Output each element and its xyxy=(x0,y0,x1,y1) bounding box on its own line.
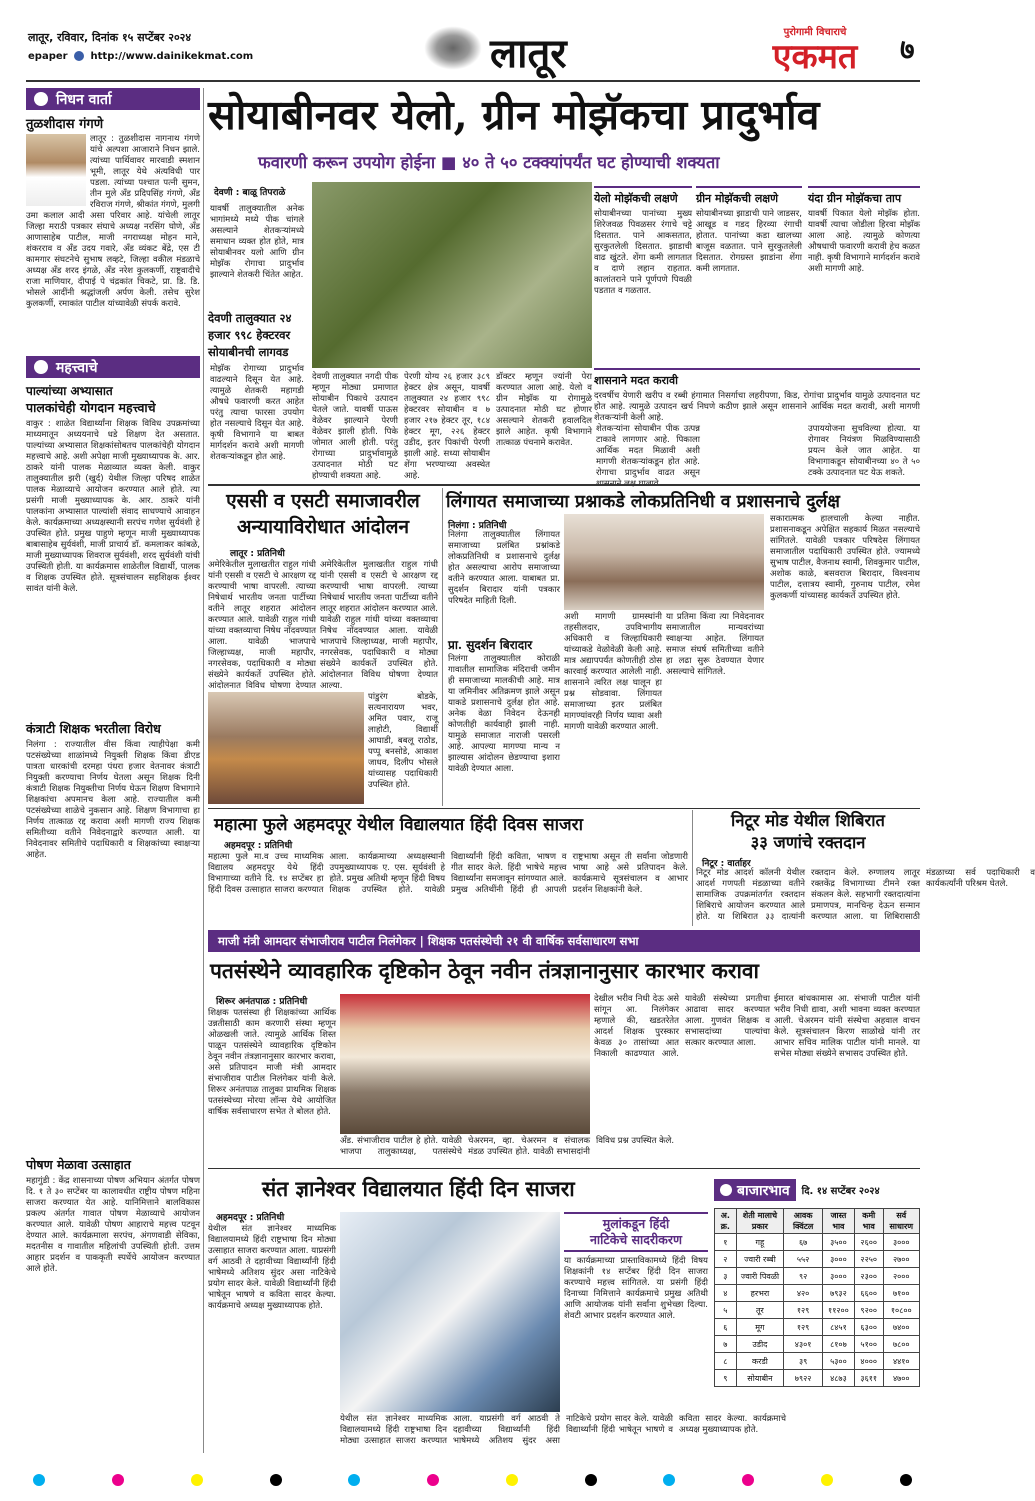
registration-mark xyxy=(900,1474,912,1486)
press-conference-photo xyxy=(564,514,764,610)
sc-headline xyxy=(208,488,438,540)
table-cell: ९ xyxy=(715,1370,737,1387)
article-text: निलंगा : राज्यातील वीस किंवा त्याहीपेक्षा कमी पटसंख्येच्या शाळांमध्ये नियुक्ती शिक्षक किंवा डीएड पात्रता धारकांची दरमहा पंधरा हजार वेतनावर कंत्राटी नियुक्ती करण्याचा निर्णय घेतला असून शिक्षक दिनी कंत्राटी शिक्षक नियुक्तीचा निर्णय घेऊन शिक्षण विभागाने शिक्षकांचा अपमानच केला आहे. राज्यातील कमी पटसंख्येच्या शाळेचे नुकसान आहे. शिक्षण विभागाचा हा निर्णय तात्काळ रद्द करावा अशी मागणी राज्य शिक्षक समितीच्या वतीने निवेदनाद्वारे करण्यात आली. या निवेदनावर समितीचे पदाधिकारी व शिक्षकांच्या स्वाक्षऱ्या आहेत. xyxy=(26,740,200,860)
sant-text: येथील संत ज्ञानेश्वर माध्यमिक विद्यालयामध्ये हिंदी राष्ट्रभाषा दिन मोठ्या उत्साहात साजरा करण्यात आला. याप्रसंगी वर्ग आठवी ते दहावीच्या विद्यार्थ्यांनी हिंदी भाषेमध्ये अतिशय सुंदर असा नाटिकेचे प्रयोग सादर केले. यावेळी विद्यार्थ्यांनी हिंदी भाषेतून भाषणे व कविता सादर केल्या. कार्यक्रमाचे अध्यक्ष मुख्याध्यापक होते. xyxy=(208,1224,336,1311)
table-cell: २२५० xyxy=(854,1251,883,1268)
column-divider xyxy=(692,810,693,926)
event-banner: माजी मंत्री आमदार संभाजीराव पाटील निलंगेकर | शिक्षक पतसंस्थेची २१ वी वार्षिक सर्वसाधारण सभा xyxy=(208,930,920,952)
box-title: यंदा ग्रीन मोझॅकचा ताप xyxy=(808,192,902,205)
table-cell: ५१०० xyxy=(854,1336,883,1353)
table-cell: ७९३२ xyxy=(822,1285,854,1302)
chevron-down-icon xyxy=(34,360,48,374)
registration-mark xyxy=(33,1474,45,1486)
brand-logo xyxy=(740,24,890,76)
market-title-wrap xyxy=(714,1179,796,1201)
patsanstha-headline: पतसंस्थेने व्यावहारिक दृष्टिकोन ठेवून नवीन तंत्रज्ञानानुसार कारभार करावा xyxy=(210,958,760,983)
table-cell: ७९२२ xyxy=(784,1370,823,1387)
table-cell: ३९ xyxy=(784,1353,823,1370)
callout-line: हजार ९९८ हेक्टरवर xyxy=(208,328,291,342)
table-cell: ६३०० xyxy=(854,1319,883,1336)
headline-line: ३३ जणांचे रक्तदान xyxy=(750,833,866,852)
epaper-line[interactable] xyxy=(28,51,253,62)
headline-line: अन्यायाविरोधात आंदोलन xyxy=(236,516,410,538)
table-cell: १२९ xyxy=(784,1319,823,1336)
table-cell: २७०० xyxy=(883,1251,919,1268)
article-headline: पालकांचेही योगदान महत्त्वाचे xyxy=(26,400,156,415)
patsanstha-text2: देखील भरीव निधी देऊ असे सांगून आ. निलंगेकर म्हणाले की, खडतरेतेत आदर्श शिक्षक पुरस्कार केवळ ३० तासांच्या आत निकाली काढण्यात आले. यावेळी संस्थेच्या प्रगतीचा आढावा सादर करण्यात आला. गुणवंत शिक्षक व सभासदांच्या पाल्यांचा सत्कार करण्यात आला. xyxy=(594,994,770,1059)
box-text: यावर्षी पिकात येलो मोझॅक होता. यावर्षी त्याचा जोडीला हिरवा मोझॅक आला आहे. त्यामुळे कोणत्या औषधाची फवारणी करावी हेच कळत नाही. कृषी विभागाने मार्गदर्शन करावे अशी मागणी आहे. xyxy=(808,209,920,274)
callout-line: सोयाबीनची लागवड xyxy=(208,345,289,359)
box-yellow-mosaic xyxy=(594,186,692,366)
table-cell: तूर xyxy=(736,1302,784,1319)
table-cell: ८४५१ xyxy=(822,1319,854,1336)
table-header-cell: शेती मालाचे प्रकार xyxy=(736,1209,784,1234)
phule-byline: अहमदपूर : प्रतिनिधी xyxy=(224,841,293,851)
table-cell: ७१०० xyxy=(883,1285,919,1302)
box-title: येलो मोझॅकची लक्षणे xyxy=(594,192,678,205)
lead-col1b: मोझॅक रोगाच्या प्रादुर्भाव वाढल्याने दिसून येत आहे. त्यामुळे शेतकरी महागडी औषधे फवारणी करत आहेत परंतु त्याचा फारसा उपयोग होत नसल्याचे दिसून येत आहे. कृषी विभागाने या बाबत मार्गदर्शन करावे अशी मागणी शेतकऱ्यांकडून होत आहे. xyxy=(210,364,304,462)
masthead xyxy=(0,0,945,84)
table-row xyxy=(715,1336,920,1353)
table-cell: ८१०७ xyxy=(822,1336,854,1353)
patsanstha-caption: अँड. संभाजीराव पाटील हे होते. यावेळी भाजपा तालुकाध्यक्ष, पतसंस्थेचे चेअरमन, व्हा. चेअरमन व संचालक मंडळ उपस्थित होते. यावेळी सभासदांनी विविध प्रश्न उपस्थित केले. xyxy=(340,1136,675,1157)
table-row xyxy=(715,1251,920,1268)
table-cell: ४८७३ xyxy=(822,1370,854,1387)
table-cell: ७४०० xyxy=(883,1319,919,1336)
table-cell: ४७०० xyxy=(883,1370,919,1387)
table-cell: ३००० xyxy=(822,1251,854,1268)
sidebar-divider xyxy=(203,88,204,1453)
table-cell: ४४१० xyxy=(883,1353,919,1370)
sant-byline: अहमदपूर : प्रतिनिधी xyxy=(216,1213,285,1223)
table-cell: ७ xyxy=(715,1336,737,1353)
sc-byline: लातूर : प्रतिनिधी xyxy=(230,549,285,559)
map-emblem-icon xyxy=(424,26,482,70)
registration-mark xyxy=(585,1474,597,1486)
table-cell: २६०० xyxy=(854,1234,883,1251)
table-cell: गहू xyxy=(736,1234,784,1251)
box-title: ग्रीन मोझॅकची लक्षणे xyxy=(696,192,779,205)
nitur-text: निटूर मोड आदर्श कॉलनी येथील आदर्श गणपती मंडळाच्या वतीने सामाजिक उपक्रमांतर्गत रक्तदान शिबिराचे आयोजन करण्यात आले होते. या शिबिरात ३३ दात्यांनी रक्तदान केले. रुग्णालय लातूर रक्तकेंद्र विभागाच्या टीमने रक्त संकलन केले. सहभागी रक्तदात्यांना प्रमाणपत्र, मानचिन्ह देऊन सन्मान करण्यात आला. या शिबिरासाठी मंडळाच्या सर्व पदाधिकारी व कार्यकर्त्यांनी परिश्रम घेतले. xyxy=(696,868,1035,922)
table-cell: १ xyxy=(715,1234,737,1251)
registration-mark xyxy=(427,1474,439,1486)
lingayat-subhead: प्रा. सुदर्शन बिरादार xyxy=(448,638,533,652)
school-photo xyxy=(340,1212,560,1412)
dateline: लातूर, रविवार, दिनांक १५ सप्टेंबर २०२४ xyxy=(28,31,192,44)
phule-headline: महात्मा फुले अहमदपूर येथील विद्यालयात हिंदी दिवस साजरा xyxy=(214,815,584,835)
lead-col2: देवणी तालुक्यात नगदी पीक म्हणून मोठ्या प्रमाणात सोयाबीन पिकाचे उत्पादन घेतले जाते. यावर्षी पाऊस वेळेवर झाल्याने पेरणी वेळेवर झाली होती. पिके जोमात आली होती. परंतु रोगाच्या प्रादुर्भावामुळे उत्पादनात मोठी घट होण्याची शक्यता आहे. xyxy=(312,372,398,481)
box-title-line: मुलांकडून हिंदी xyxy=(602,1216,670,1231)
table-cell: ८ xyxy=(715,1353,737,1370)
table-row xyxy=(715,1234,920,1251)
table-row xyxy=(715,1353,920,1370)
table-cell: ५ xyxy=(715,1302,737,1319)
table-cell: २३०० xyxy=(854,1268,883,1285)
box-text: सोयाबीनच्या पानांच्या मुख्य शिरेजवळ पिवळसर रंगाचे चट्टे दिसतात. पाने आकसतात, सुरकुतलेली दिसतात. झाडाची वाढ खुंटते. शेंगा कमी लागतात व दाणे लहान राहतात. कालांतराने पाने पूर्णपणे पिवळी पडतात व गळतात. xyxy=(594,209,692,296)
table-row xyxy=(715,1319,920,1336)
lead-byline: देवणी : बाळू तिपराळे xyxy=(214,188,286,198)
patsanstha-byline: शिरूर अनंतपाळ : प्रतिनिधी xyxy=(216,997,308,1007)
table-cell: २००० xyxy=(883,1268,919,1285)
column-divider xyxy=(442,488,443,806)
nitur-headline xyxy=(696,810,920,854)
box-text: दरवर्षीच येणारी खरीप व रब्बी हंगामात निसर्गाचा लहरीपणा, किड, रोगांचा प्रादुर्भाव यामुळे उत्पादनात घट होत आहे. त्यामुळे उत्पादन खर्च निघणे कठीण झाले असून शासनाने आर्थिक मदत करावी, अशी मागणी शेतकऱ्यांनी केली आहे. xyxy=(594,391,920,423)
section-rule xyxy=(208,808,920,809)
registration-mark xyxy=(348,1474,360,1486)
headline-line: निटूर मोड येथील शिबिरात xyxy=(731,811,885,830)
table-header-cell: आवक क्विंटल xyxy=(784,1209,823,1234)
table-cell: हरभरा xyxy=(736,1285,784,1302)
chevron-down-icon xyxy=(34,92,48,106)
table-row xyxy=(715,1302,920,1319)
table-header-cell: सर्व साधारण xyxy=(883,1209,919,1234)
table-cell: मूग xyxy=(736,1319,784,1336)
lead-headline: सोयाबीनवर येलो, ग्रीन मोझॅकचा प्रादुर्भाव xyxy=(208,91,820,139)
registration-mark xyxy=(742,1474,754,1486)
article-kicker: पाल्यांच्या अभ्यासात xyxy=(26,384,113,398)
registration-mark xyxy=(191,1474,203,1486)
table-header-cell: कमी भाव xyxy=(854,1209,883,1234)
table-cell: ४२० xyxy=(784,1285,823,1302)
table-cell: उडीद xyxy=(736,1336,784,1353)
table-cell: ३ xyxy=(715,1268,737,1285)
website-link[interactable]: http://www.dainikekmat.com xyxy=(90,51,254,62)
table-row xyxy=(715,1285,920,1302)
table-cell: ३६११ xyxy=(854,1370,883,1387)
market-header xyxy=(714,1178,920,1202)
table-row xyxy=(715,1370,920,1387)
market-table xyxy=(714,1208,920,1387)
box-text: या कार्यक्रमाच्या प्रास्ताविकामध्ये हिंदी विषय शिक्षकांनी १४ सप्टेंबर हिंदी दिन साजरा करण्याचे महत्त्व सांगितले. या प्रसंगी हिंदी दिनाच्या निमित्ताने कार्यक्रमाचे प्रमुख अतिथी आणि आयोजक यांनी सर्वांना शुभेच्छा दिल्या. शेवटी आभार प्रदर्शन करण्यात आले. xyxy=(564,1256,708,1321)
headline-line: एससी व एसटी समाजावरील xyxy=(226,490,420,512)
lingayat-byline: निलंगा : प्रतिनिधी xyxy=(448,521,507,531)
city-title: लातूर xyxy=(490,30,567,77)
brand-name: एकमत xyxy=(772,37,858,77)
sant-headline: संत ज्ञानेश्वर विद्यालयात हिंदी दिन साजरा xyxy=(262,1176,575,1201)
registration-mark xyxy=(821,1474,833,1486)
market-rates-panel xyxy=(714,1178,920,1454)
table-cell: ७८०० xyxy=(883,1336,919,1353)
table-header-cell: अ. क्र. xyxy=(715,1209,737,1234)
soybean-field-photo xyxy=(312,182,592,368)
obit-name: तुळशीदास गंगणे xyxy=(26,117,104,132)
article-text: महागुंडी : केंद्र शासनाच्या पोषण अभियान अंतर्गत पोषण दि. १ ते ३० सप्टेंबर या कालावधीत राष्ट्रीय पोषण महिना साजरा करण्यात येत आहे. यानिमित्ताने बालविकास प्रकल्प अंतर्गत गावात पोषण मेळाव्याचे आयोजन करण्यात आले. यावेळी पोषण आहाराचे महत्त्व पटवून देण्यात आले. कार्यक्रमाला सरपंच, अंगणवाडी सेविका, मदतनीस व गावातील महिलांची उपस्थिती होती. उत्तम आहार प्रदर्शन व पाककृती स्पर्धेचे आयोजन करण्यात आले होते. xyxy=(26,1176,200,1274)
table-cell: करडी xyxy=(736,1353,784,1370)
chevron-down-icon xyxy=(720,1184,732,1196)
market-title: बाजारभाव xyxy=(737,1182,790,1199)
table-cell: ९२ xyxy=(784,1268,823,1285)
section-rule xyxy=(208,484,920,486)
article-headline: पोषण मेळावा उत्साहात xyxy=(26,1157,131,1172)
table-row xyxy=(715,1268,920,1285)
nitur-byline: निटूर : वार्ताहर xyxy=(702,859,751,869)
agm-photo xyxy=(340,994,590,1134)
box-this-year xyxy=(808,186,920,366)
lingayat-text1: निलंगा तालुक्यातील लिंगायत समाजाच्या प्रलंबित प्रश्नांकडे लोकप्रतिनिधी व प्रशासनाचे दुर्लक्ष होत असल्याचा आरोप समाजाच्या वतीने करण्यात आला. याबाबत प्रा. सुदर्शन बिरादार यांनी पत्रकार परिषदेत माहिती दिली. xyxy=(448,530,560,606)
mahatvache-section-header xyxy=(26,356,200,378)
box-title-line: नाटिकेचे सादरीकरण xyxy=(589,1232,683,1247)
table-cell: १२९ xyxy=(784,1302,823,1319)
patsanstha-text3: ईमारत बांधकामास आ. संभाजी पाटील यांनी भरीव निधी द्यावा, अशी भावना व्यक्त करण्यात आली. चेअरमन यांनी संस्थेचा अहवाल वाचन केले. सूत्रसंचालन किरण साळोखे यांनी तर आभार सचिव मालिक पाटील यांनी मानले. या सभेस मोठ्या संख्येने सभासद उपस्थित होते. xyxy=(774,994,920,1059)
lead-col3: पेरणी योग्य २६ हजार ३८९ हेक्टर क्षेत्र असून, यावर्षी तालुक्यात २४ हजार ९९८ हेक्टरवर सोयाबीन व ७ हजार २१७ हेक्टर तूर, १८४ हेक्टर मूग, २२६ हेक्टर उडीद, इतर पिकांची पेरणी झाली आहे. सध्या सोयाबीन शेंगा भरण्याच्या अवस्थेत आहे. xyxy=(404,372,490,481)
globe-icon xyxy=(74,51,84,61)
table-header-cell: जास्त भाव xyxy=(822,1209,854,1234)
table-cell: ज्वारी पिवळी xyxy=(736,1268,784,1285)
nidhan-section-header xyxy=(26,88,200,110)
box-title xyxy=(564,1212,708,1252)
box-title: शासनाने मदत करावी xyxy=(594,374,678,387)
lingayat-text3: अशी मागणी ग्रामस्थांनी तहसीलदार, उपविभागीय अधिकारी व जिल्हाधिकारी यांच्याकडे वेळोवेळी केली आहे. मात्र अद्यापपर्यंत कोणतीही ठोस कारवाई करण्यात आलेली नाही. शासनाने त्वरित लक्ष घालून हा प्रश्न सोडवावा. लिंगायत समाजाच्या इतर प्रलंबित मागण्यांवरही निर्णय घ्यावा अशी मागणी यावेळी करण्यात आली. xyxy=(564,612,662,732)
table-cell: ४ xyxy=(715,1285,737,1302)
table-cell: ४००० xyxy=(854,1353,883,1370)
table-cell: ९२०० xyxy=(854,1302,883,1319)
table-cell: ३००० xyxy=(883,1234,919,1251)
lead-col6: उपाययोजना सुचविल्या होत्या. या रोगावर नियंत्रण मिळविण्यासाठी प्रयत्न केले जात आहेत. या विभागाकडून सोयाबीनच्या ४० ते ५० टक्के उत्पादनात घट येऊ शकते. xyxy=(808,424,920,478)
registration-mark xyxy=(506,1474,518,1486)
table-cell: ५३०० xyxy=(822,1353,854,1370)
protest-photo xyxy=(208,692,364,804)
sc-names: पांडुरंग बोडके, सत्यनारायण भवर, अमित पवार, राजू लाहोटी, विद्यार्थी आघाडी, बबलू राठोड, पप्पू बनसोडे, आकाश जाधव, दिलीप भोसले यांच्यासह पदाधिकारी उपस्थित होते. xyxy=(368,692,438,790)
registration-mark xyxy=(112,1474,124,1486)
table-cell: ६७ xyxy=(784,1234,823,1251)
sant-side-box xyxy=(564,1212,708,1452)
epaper-label: epaper xyxy=(28,51,68,62)
brand-tagline: पुरोगामी विचाराचे xyxy=(783,27,847,38)
patsanstha-text1: शिक्षक पतसंस्था ही शिक्षकांच्या आर्थिक उन्नतीसाठी काम करणारी संस्था म्हणून ओळखली जाते. त्यामुळे आर्थिक शिस्त पाळून पतसंस्थेने व्यावहारिक दृष्टिकोन ठेवून नवीन तंत्रज्ञानानुसार कारभार करावा, असे प्रतिपादन माजी मंत्री आमदार संभाजीराव पाटील निलंगेकर यांनी केले. शिरूर अनंतपाळ तालुका प्राथमिक शिक्षक पतसंस्थेच्या मोरया लॉन्स येथे आयोजित वार्षिक सर्वसाधारण सभेत ते बोलत होते. xyxy=(208,1008,336,1117)
sc-text: अमेरिकेतील मुलाखतीत राहुल गांधी यांनी एससी व एसटी चे आरक्षण रद्द करण्याची भाषा वापरली. त्याच्या निषेधार्थ भारतीय जनता पार्टीच्या वतीने लातूर शहरात आंदोलन करण्यात आले. यावेळी राहुल गांधी यांच्या वक्तव्याचा निषेध नोंदवण्यात आला. यावेळी भाजपाचे जिल्हाध्यक्ष, माजी महापौर, नगरसेवक, पदाधिकारी व मोठ्या संख्येने कार्यकर्ते उपस्थित होते. आंदोलनात विविध घोषणा देण्यात xyxy=(208,560,316,691)
table-cell: २ xyxy=(715,1251,737,1268)
obit-photo xyxy=(26,134,86,206)
market-date: दि. १४ सप्टेंबर २०२४ xyxy=(801,1186,880,1197)
lead-col1: यावर्षी तालुक्यातील अनेक भागांमध्ये मध्ये पीक चांगले असल्याने शेतकऱ्यांमध्ये समाधान व्यक्त होत होते, मात्र सोयाबीनवर यलो आणि ग्रीन मोझॅक रोगाचा प्रादुर्भाव झाल्याने शेतकरी चिंतेत आहेत. xyxy=(210,204,304,280)
callout-line: देवणी तालुक्यात २४ xyxy=(208,311,292,325)
sc-text-col2: अमेरिकेतील मुलाखतीत राहुल गांधी यांनी एससी व एसटी चे आरक्षण रद्द करण्याची भाषा वापरली. त्याच्या निषेधार्थ भारतीय जनता पार्टीच्या वतीने लातूर शहरात आंदोलन करण्यात आले. यावेळी राहुल गांधी यांच्या वक्तव्याचा निषेध नोंदवण्यात आला. यावेळी भाजपाचे जिल्हाध्यक्ष, माजी महापौर, नगरसेवक, पदाधिकारी व मोठ्या संख्येने कार्यकर्ते उपस्थित होते. आंदोलनात विविध घोषणा देण्यात आल्या. xyxy=(320,560,438,691)
section-rule xyxy=(208,1168,920,1169)
table-cell: सोयाबीन xyxy=(736,1370,784,1387)
nidhan-title: निधन वार्ता xyxy=(56,91,112,108)
obit-text: लातूर : तुळशीदास नागनाथ गंगणे यांचे अल्पशा आजाराने निधन झाले. त्यांच्या पार्थिवावर मारवाडी स्मशान भूमी, लातूर येथे अंत्यविधी पार पडला. त्यांच्या पश्चात पत्नी सुमन, तीन मुले अँड प्रदिपसिंह गंगणे, अँड रविराज गंगणे, श्रीकांत गंगणे, मुलगी उमा कलाल आदी असा परिवार आहे. यांचेली लातूर जिल्हा मराठी पत्रकार संघाचे अध्यक्ष नरसिंग घोणे, अँड आणासाहेब पाटील, माजी नगराध्यक्ष मोहन माने, शंकरराव व अँड उदय गवारे, अँड व्यंकट बेंद्रे, एस टी कामगार संघटनेचे सुभाष लव्हटे, जिल्हा वकील मंडळाचे अध्यक्ष अँड शरद इंगळे, अँड नरेश कुलकर्णी, राष्ट्रवादीचे राजा माणियार, दीपाई पे चंद्रकांत चिकटे, प्रा. डि. डि. भोसले आदींनी श्रद्धांजली अर्पण केली. तसेच सुरेश कुलकर्णी, रमाकांत पाटील यांच्यावेळी संपर्क करावे. xyxy=(26,134,200,309)
table-cell: ४३०१ xyxy=(784,1336,823,1353)
table-header-row xyxy=(715,1209,920,1234)
box-text: सोयाबीनच्या झाडाची पाने जाडसर, आखूड व गडद हिरव्या रंगाची होतात. पानांच्या कडा खालच्या बाजूस वळतात. पाने सुरकुतलेली दिसतात. रोगग्रस्त झाडांना शेंगा कमी लागतात. xyxy=(696,209,802,274)
table-cell: ६६०० xyxy=(854,1285,883,1302)
print-registration-strip xyxy=(0,1470,945,1490)
header-rule xyxy=(26,80,920,82)
lingayat-text5: सकारात्मक हालचाली केल्या नाहीत. प्रशासनाकडून अपेक्षित सहकार्य मिळत नसल्याचे सांगितले. यावेळी पत्रकार परिषदेस लिंगायत समाजातील पदाधिकारी उपस्थित होते. ज्यामध्ये सुभाष पाटील, वैजनाथ स्वामी, शिवकुमार पाटील, अशोक काळे, बसवराज बिरादार, विश्वनाथ पाटील, दत्तात्रय स्वामी, गुरुनाथ पाटील, रमेश कुलकर्णी यांच्यासह कार्यकर्ते उपस्थित होते. xyxy=(770,514,920,601)
table-cell: ६ xyxy=(715,1319,737,1336)
lingayat-headline: लिंगायत समाजाच्या प्रश्नाकडे लोकप्रतिनिधी व प्रशासनाचे दुर्लक्ष xyxy=(446,492,840,512)
phule-text: महात्मा फुले मा.व उच्च माध्यमिक विद्यालय अहमदपूर येथे हिंदी विभागाच्या वतीने दि. १४ सप्टेंबर हा हिंदी दिवस उत्साहात साजरा करण्यात आला. कार्यक्रमाच्या अध्यक्षस्थानी उपमुख्याध्यापक ए. एस. सूर्यवंशी हे होते. प्रमुख अतिथी म्हणून हिंदी विषय शिक्षक उपस्थित होते. यावेळी विद्यार्थ्यांनी हिंदी कविता, भाषण व गीत सादर केले. हिंदी भाषेचे महत्त्व विद्यार्थ्यांना समजावून सांगण्यात आले. प्रमुख अतिथींनी हिंदी ही आपली राष्ट्रभाषा असून ती सर्वांना जोडणारी भाषा आहे असे प्रतिपादन केले. कार्यक्रमाचे सूत्रसंचालन व आभार प्रदर्शन शिक्षकांनी केले. xyxy=(208,852,688,895)
table-cell: ज्वारी रब्बी xyxy=(736,1251,784,1268)
lingayat-text4: या प्रतिमा किंवा त्या निवेदनावर समाजातील मान्यवरांच्या स्वाक्षऱ्या आहेत. लिंगायत समाज संघर्ष समितीच्या वतीने हा लढा सुरू ठेवण्यात येणार असल्याचे सांगितले. xyxy=(666,612,764,677)
box-govt-help xyxy=(594,368,920,422)
table-cell: ११२०० xyxy=(822,1302,854,1319)
sidebar xyxy=(26,88,200,1453)
page-number: ७ xyxy=(900,33,915,66)
article-text: वाकुर : शाळेत विद्यार्थ्यांना शिक्षक विविध उपक्रमांच्या माध्यमातून अध्ययनाचे धडे शिक्षण देत असतात. पाल्यांच्या अभ्यासात शिक्षकांसोबतच पालकांचेही योगदान महत्त्वाचे आहे. अशी अपेक्षा माजी मुख्याध्यापक के. आर. ठाकरे यांनी पालक मेळाव्यात व्यक्त केली. वाकुर तालुक्यातील झरी (खुर्द) येथील जिल्हा परिषद शाळेत पालक मेळाव्याचे आयोजन करण्यात आले होते. त्या प्रसंगी माजी मुख्याध्यापक के. आर. ठाकरे यांनी पालकांना अभ्यासात पाल्यांशी संवाद साधण्याचे आवाहन केले. कार्यक्रमाच्या अध्यक्षस्थानी सरपंच गणेश सुर्यवंशी हे उपस्थित होते. प्रमुख पाहुणे म्हणून माजी मुख्याध्यापक बाबासाहेब सुर्यवंशी, माजी प्राचार्य डॉ. कमलाकर कांबळे, माजी मुख्याध्यापक शिवराज सुर्यवंशी, शरद सुर्यवंशी यांची उपस्थिती होती. या कार्यक्रमास शाळेतील विद्यार्थी, पालक व शिक्षक उपस्थित होते. सूत्रसंचालन सहशिक्षक ईश्वर सावंत यांनी केले. xyxy=(26,419,200,594)
lead-callout xyxy=(208,310,306,361)
mahatvache-title: महत्त्वाचे xyxy=(56,359,98,376)
table-cell: ५५२ xyxy=(784,1251,823,1268)
sant-caption: येथील संत ज्ञानेश्वर माध्यमिक विद्यालयामध्ये हिंदी राष्ट्रभाषा दिन मोठ्या उत्साहात साजरा करण्यात आला. याप्रसंगी वर्ग आठवी ते दहावीच्या विद्यार्थ्यांनी हिंदी भाषेमध्ये अतिशय सुंदर असा नाटिकेचे प्रयोग सादर केले. यावेळी विद्यार्थ्यांनी हिंदी भाषेतून भाषणे व कविता सादर केल्या. कार्यक्रमाचे अध्यक्ष मुख्याध्यापक होते. xyxy=(340,1414,786,1446)
lingayat-text2: निलंगा तालुक्यातील कोराळी गावातील सामाजिक मंदिराची जमीन ही समाजाच्या मालकीची आहे. मात्र या जमिनीवर अतिक्रमण झाले असून याकडे प्रशासनाचे दुर्लक्ष होत आहे. अनेक वेळा निवेदन देऊनही कोणतीही कार्यवाही झाली नाही. यामुळे समाजात नाराजी पसरली आहे. आपल्या मागण्या मान्य न झाल्यास आंदोलन छेडण्याचा इशारा यावेळी देण्यात आला. xyxy=(448,654,560,774)
box-green-mosaic xyxy=(696,186,802,366)
table-cell: ३००० xyxy=(822,1268,854,1285)
registration-mark xyxy=(663,1474,675,1486)
registration-mark xyxy=(270,1474,282,1486)
lead-col4: डॉक्टर म्हणून ज्यांनी पेरा करण्यात आला आहे. येलो व ग्रीन मोझॅक या रोगामुळे उत्पादनात मोठी घट होणार असल्याने शेतकरी हवालदिल झाले आहेत. कृषी विभागाने तात्काळ पंचनामे करावेत. xyxy=(496,372,592,448)
lead-col5: शेतकऱ्यांना सोयाबीन पीक उत्पन्न टाकावे लागणार आहे. पिकाला आर्थिक मदत मिळावी अशी मागणी शेतकऱ्यांकडून होत आहे. रोगाचा प्रादुर्भाव वाढत असून xyxy=(596,424,700,478)
table-cell: ३५०० xyxy=(822,1234,854,1251)
article-headline: कंत्राटी शिक्षक भरतीला विरोध xyxy=(26,721,161,736)
lead-subhead: फवारणी करून उपयोग होईना ■ ४० ते ५० टक्क्यांपर्यंत घट होण्याची शक्यता xyxy=(258,153,720,172)
table-cell: १०८०० xyxy=(883,1302,919,1319)
